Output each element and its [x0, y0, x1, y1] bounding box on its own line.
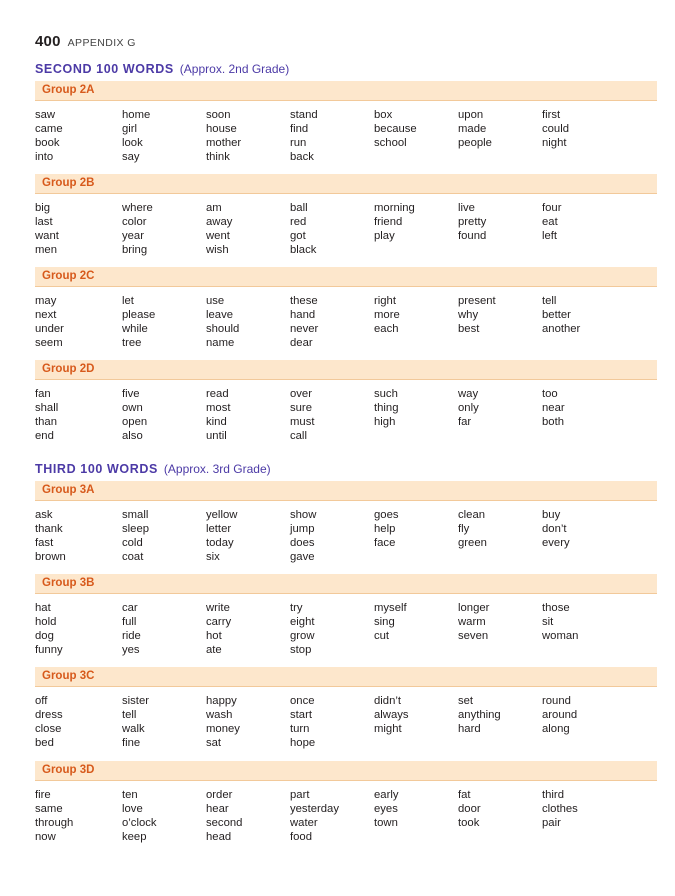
word-rows: [35, 201, 657, 257]
word: let: [122, 295, 134, 307]
word: walk: [122, 723, 145, 735]
word: always: [374, 709, 409, 721]
word: play: [374, 230, 395, 242]
word: than: [35, 416, 57, 428]
word: next: [35, 309, 57, 321]
word: once: [290, 695, 315, 707]
word: letter: [206, 523, 232, 535]
word-row: [35, 536, 657, 550]
word: own: [122, 402, 143, 414]
word: dear: [290, 337, 313, 349]
word-row: [35, 243, 657, 257]
word: present: [458, 295, 496, 307]
section-grade-note: (Approx. 3rd Grade): [163, 462, 271, 476]
word: far: [458, 416, 472, 428]
word: leave: [206, 309, 234, 321]
word: got: [290, 230, 306, 242]
word: pretty: [458, 216, 487, 228]
word: cut: [374, 630, 390, 642]
word-row: [35, 150, 657, 164]
word: hear: [206, 803, 229, 815]
word: these: [290, 295, 318, 307]
section-heading: SECOND 100 WORDS: [35, 62, 174, 76]
word: say: [122, 151, 140, 163]
word: stand: [290, 109, 318, 121]
word: yes: [122, 644, 140, 656]
word: went: [206, 230, 230, 242]
word: could: [542, 123, 570, 135]
group-label: Group 2D: [35, 360, 657, 380]
word-row: [35, 722, 657, 736]
word: more: [374, 309, 400, 321]
page-number: 400: [35, 33, 61, 50]
word: because: [374, 123, 417, 135]
word: part: [290, 789, 310, 801]
word: please: [122, 309, 156, 321]
word: cold: [122, 537, 143, 549]
word: ball: [290, 202, 308, 214]
word-row: [35, 615, 657, 629]
word: year: [122, 230, 144, 242]
word-row: [35, 643, 657, 657]
word: fine: [122, 737, 141, 749]
word: early: [374, 789, 399, 801]
appendix-label: APPENDIX G: [67, 37, 136, 49]
word: might: [374, 723, 402, 735]
word: left: [542, 230, 558, 242]
word-row: [35, 229, 657, 243]
word: round: [542, 695, 571, 707]
word-rows: [35, 294, 657, 350]
word: open: [122, 416, 148, 428]
word: yesterday: [290, 803, 339, 815]
word-group: [35, 174, 657, 257]
word-group: [35, 267, 657, 350]
word: morning: [374, 202, 415, 214]
word: eat: [542, 216, 558, 228]
word: four: [542, 202, 562, 214]
word: does: [290, 537, 315, 549]
group-label: Group 3C: [35, 667, 657, 687]
word: same: [35, 803, 63, 815]
word-rows: [35, 508, 657, 564]
word: five: [122, 388, 140, 400]
word: girl: [122, 123, 138, 135]
word: dog: [35, 630, 54, 642]
word-row: [35, 294, 657, 308]
word-row: [35, 201, 657, 215]
word: show: [290, 509, 317, 521]
word-row: [35, 322, 657, 336]
word-row: [35, 429, 657, 443]
word: now: [35, 831, 56, 843]
word: hard: [458, 723, 481, 735]
word: mother: [206, 137, 242, 149]
word-rows: [35, 601, 657, 657]
word: sat: [206, 737, 222, 749]
word: green: [458, 537, 487, 549]
word-row: [35, 788, 657, 802]
word: men: [35, 244, 57, 256]
word: should: [206, 323, 240, 335]
word: upon: [458, 109, 484, 121]
word: head: [206, 831, 232, 843]
group-label: Group 3B: [35, 574, 657, 594]
word: live: [458, 202, 475, 214]
word-rows: [35, 694, 657, 750]
word: thing: [374, 402, 399, 414]
word: hot: [206, 630, 222, 642]
word: better: [542, 309, 571, 321]
word-row: [35, 387, 657, 401]
word: house: [206, 123, 237, 135]
word: high: [374, 416, 396, 428]
word: car: [122, 602, 138, 614]
word: wish: [206, 244, 229, 256]
word: sing: [374, 616, 395, 628]
word: clothes: [542, 803, 578, 815]
word: away: [206, 216, 233, 228]
word: also: [122, 430, 143, 442]
word: people: [458, 137, 492, 149]
word: shall: [35, 402, 59, 414]
word: until: [206, 430, 227, 442]
word: pair: [542, 817, 561, 829]
word: o’clock: [122, 817, 157, 829]
word: seem: [35, 337, 63, 349]
section-title: [35, 60, 289, 78]
word-group: [35, 81, 657, 164]
word-row: [35, 694, 657, 708]
word: sure: [290, 402, 312, 414]
word: fire: [35, 789, 51, 801]
word: kind: [206, 416, 227, 428]
word: run: [290, 137, 307, 149]
word: most: [206, 402, 231, 414]
word: around: [542, 709, 578, 721]
word: woman: [542, 630, 579, 642]
word: goes: [374, 509, 399, 521]
word: want: [35, 230, 59, 242]
word: never: [290, 323, 319, 335]
word: use: [206, 295, 225, 307]
word: dress: [35, 709, 63, 721]
word: near: [542, 402, 565, 414]
word: sit: [542, 616, 554, 628]
word: close: [35, 723, 62, 735]
word: ask: [35, 509, 53, 521]
word-rows: [35, 387, 657, 443]
word: love: [122, 803, 143, 815]
word: where: [122, 202, 153, 214]
word-row: [35, 816, 657, 830]
word: back: [290, 151, 314, 163]
word-row: [35, 122, 657, 136]
word: wash: [206, 709, 233, 721]
word: those: [542, 602, 570, 614]
word: jump: [290, 523, 315, 535]
word: along: [542, 723, 570, 735]
word: thank: [35, 523, 63, 535]
word: call: [290, 430, 307, 442]
word-row: [35, 308, 657, 322]
word-row: [35, 508, 657, 522]
word-row: [35, 336, 657, 350]
word: red: [290, 216, 307, 228]
group-label: Group 3A: [35, 481, 657, 501]
word: coat: [122, 551, 144, 563]
word: think: [206, 151, 230, 163]
word: help: [374, 523, 396, 535]
word-row: [35, 401, 657, 415]
word: yellow: [206, 509, 238, 521]
word: home: [122, 109, 151, 121]
word: find: [290, 123, 309, 135]
word-row: [35, 629, 657, 643]
word: seven: [458, 630, 489, 642]
group-label: Group 2A: [35, 81, 657, 101]
group-label: Group 2B: [35, 174, 657, 194]
word-group: [35, 574, 657, 657]
group-label: Group 3D: [35, 761, 657, 781]
word: myself: [374, 602, 407, 614]
word-row: [35, 108, 657, 122]
word: both: [542, 416, 564, 428]
word: night: [542, 137, 567, 149]
word: box: [374, 109, 393, 121]
word: book: [35, 137, 60, 149]
word: read: [206, 388, 229, 400]
word: tell: [122, 709, 137, 721]
word: stop: [290, 644, 312, 656]
word-row: [35, 522, 657, 536]
word: first: [542, 109, 561, 121]
word: hope: [290, 737, 316, 749]
word: every: [542, 537, 570, 549]
word: ten: [122, 789, 138, 801]
word: must: [290, 416, 315, 428]
word: black: [290, 244, 317, 256]
word: eyes: [374, 803, 398, 815]
word: why: [458, 309, 479, 321]
word: order: [206, 789, 233, 801]
word: off: [35, 695, 48, 707]
word: friend: [374, 216, 403, 228]
word: grow: [290, 630, 315, 642]
word-row: [35, 830, 657, 844]
word: under: [35, 323, 64, 335]
word: try: [290, 602, 303, 614]
word: through: [35, 817, 74, 829]
word: best: [458, 323, 480, 335]
word: ride: [122, 630, 141, 642]
word: another: [542, 323, 581, 335]
word: water: [290, 817, 318, 829]
word: funny: [35, 644, 63, 656]
word: third: [542, 789, 564, 801]
word: clean: [458, 509, 486, 521]
word-row: [35, 601, 657, 615]
word: school: [374, 137, 407, 149]
word: each: [374, 323, 399, 335]
word: sister: [122, 695, 149, 707]
word: keep: [122, 831, 147, 843]
word: color: [122, 216, 147, 228]
word: turn: [290, 723, 310, 735]
word: hand: [290, 309, 316, 321]
word: hat: [35, 602, 51, 614]
word: anything: [458, 709, 501, 721]
word: tell: [542, 295, 557, 307]
word: made: [458, 123, 487, 135]
word-group: [35, 761, 657, 844]
word: start: [290, 709, 312, 721]
word: door: [458, 803, 481, 815]
word: took: [458, 817, 480, 829]
word: tree: [122, 337, 142, 349]
word: today: [206, 537, 234, 549]
word: soon: [206, 109, 231, 121]
word: bring: [122, 244, 148, 256]
word: face: [374, 537, 396, 549]
word: while: [122, 323, 148, 335]
word-row: [35, 550, 657, 564]
word: eight: [290, 616, 315, 628]
word: end: [35, 430, 54, 442]
word: may: [35, 295, 57, 307]
word: am: [206, 202, 222, 214]
word: too: [542, 388, 558, 400]
word-row: [35, 415, 657, 429]
word: town: [374, 817, 398, 829]
word: fast: [35, 537, 54, 549]
word: buy: [542, 509, 561, 521]
word: name: [206, 337, 235, 349]
word-group: [35, 360, 657, 443]
section-title: [35, 460, 271, 478]
word: food: [290, 831, 312, 843]
word-group: [35, 667, 657, 750]
word: came: [35, 123, 63, 135]
word: fan: [35, 388, 51, 400]
word: longer: [458, 602, 490, 614]
word: didn’t: [374, 695, 402, 707]
word: fly: [458, 523, 470, 535]
word: second: [206, 817, 243, 829]
word: carry: [206, 616, 232, 628]
word: into: [35, 151, 54, 163]
word: ate: [206, 644, 222, 656]
word: big: [35, 202, 51, 214]
word: look: [122, 137, 143, 149]
word-row: [35, 136, 657, 150]
word: money: [206, 723, 240, 735]
word-rows: [35, 108, 657, 164]
group-label: Group 2C: [35, 267, 657, 287]
word: fat: [458, 789, 471, 801]
word-row: [35, 802, 657, 816]
word: full: [122, 616, 137, 628]
section-heading: THIRD 100 WORDS: [35, 462, 158, 476]
word-row: [35, 215, 657, 229]
word: small: [122, 509, 149, 521]
word: saw: [35, 109, 56, 121]
word: don’t: [542, 523, 567, 535]
word-rows: [35, 788, 657, 844]
word: hold: [35, 616, 57, 628]
word: gave: [290, 551, 315, 563]
word: bed: [35, 737, 54, 749]
word: brown: [35, 551, 66, 563]
word: set: [458, 695, 474, 707]
word: sleep: [122, 523, 150, 535]
word: only: [458, 402, 479, 414]
word: happy: [206, 695, 237, 707]
word-row: [35, 736, 657, 750]
word: six: [206, 551, 220, 563]
word: such: [374, 388, 398, 400]
word-group: [35, 481, 657, 564]
word-row: [35, 708, 657, 722]
word: way: [458, 388, 479, 400]
word: last: [35, 216, 53, 228]
word: over: [290, 388, 312, 400]
word: write: [206, 602, 230, 614]
page-header: [35, 33, 136, 51]
section-grade-note: (Approx. 2nd Grade): [179, 62, 290, 76]
word: found: [458, 230, 487, 242]
word: right: [374, 295, 396, 307]
word: warm: [458, 616, 486, 628]
